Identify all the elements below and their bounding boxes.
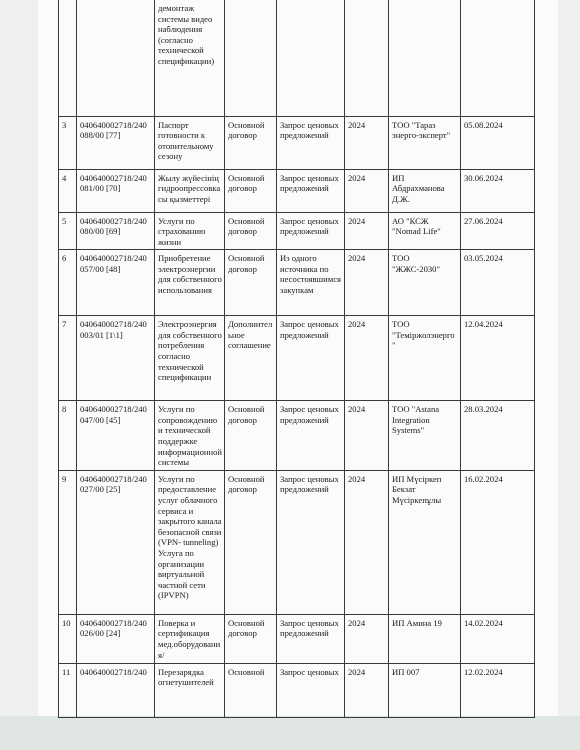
table-row [59, 169, 535, 212]
contract-date-cell: 28.03.2024 [461, 401, 535, 471]
contract-type-cell: Основной договор [225, 470, 277, 614]
table-row [59, 0, 535, 116]
row-number-cell: 11 [59, 663, 77, 717]
row-number-cell: 10 [59, 614, 77, 663]
scan-bottom-edge [0, 716, 580, 750]
contract-code-cell: 040640002718/240 081/00 [70] [77, 169, 155, 212]
procurement-method-cell: Запрос ценовых предложений [277, 116, 345, 169]
procurement-method-cell: Запрос ценовых предложений [277, 401, 345, 471]
supplier-cell: ТОО "Темiржолэнерго" [389, 316, 461, 401]
supplier-cell: ИП Амина 19 [389, 614, 461, 663]
supplier-cell [389, 0, 461, 116]
procurement-method-cell: Запрос ценовых предложений [277, 614, 345, 663]
row-number-cell: 5 [59, 212, 77, 250]
procurement-method-cell: Запрос ценовых [277, 663, 345, 717]
contract-type-cell: Основной договор [225, 169, 277, 212]
row-number-cell: 4 [59, 169, 77, 212]
table-row [59, 316, 535, 401]
item-name-cell: Перезарядка огнетушителей [155, 663, 225, 717]
row-number-cell [59, 0, 77, 116]
year-cell: 2024 [345, 401, 389, 471]
year-cell: 2024 [345, 663, 389, 717]
item-name-cell: Паспорт готовности к отопительному сезону [155, 116, 225, 169]
item-name-cell: Услуги по сопровождению и технической поддержке информационной системы [155, 401, 225, 471]
contract-type-cell: Основной [225, 663, 277, 717]
year-cell [345, 0, 389, 116]
year-cell: 2024 [345, 169, 389, 212]
contract-type-cell: Дополнительное соглашение [225, 316, 277, 401]
table-row [59, 470, 535, 614]
table-row [59, 663, 535, 717]
row-number-cell: 9 [59, 470, 77, 614]
contract-date-cell: 14.02.2024 [461, 614, 535, 663]
contract-type-cell [225, 0, 277, 116]
supplier-cell: ТОО "Astana Integration Systems" [389, 401, 461, 471]
year-cell: 2024 [345, 250, 389, 316]
contract-type-cell: Основной договор [225, 250, 277, 316]
row-number-cell: 6 [59, 250, 77, 316]
contract-date-cell: 16.02.2024 [461, 470, 535, 614]
contract-type-cell: Основной договор [225, 116, 277, 169]
table-body [59, 0, 535, 717]
procurement-method-cell: Запрос ценовых предложений [277, 316, 345, 401]
year-cell: 2024 [345, 212, 389, 250]
supplier-cell: ИП Абдрахманова Д.Ж. [389, 169, 461, 212]
contract-type-cell: Основной договор [225, 212, 277, 250]
supplier-cell: ТОО "Тараз энерго-эксперт" [389, 116, 461, 169]
table-row [59, 401, 535, 471]
year-cell: 2024 [345, 470, 389, 614]
contract-code-cell: 040640002718/240 057/00 [48] [77, 250, 155, 316]
contract-type-cell: Основной договор [225, 401, 277, 471]
contract-code-cell: 040640002718/240 080/00 [69] [77, 212, 155, 250]
item-name-cell: демонтаж системы видео наблюдения (согласно технической спецификации) [155, 0, 225, 116]
row-number-cell: 3 [59, 116, 77, 169]
supplier-cell: АО "КСЖ "Nomad Life" [389, 212, 461, 250]
procurement-method-cell [277, 0, 345, 116]
contract-date-cell [461, 0, 535, 116]
supplier-cell: ТОО "ЖЖС-2030" [389, 250, 461, 316]
procurement-method-cell: Из одного источника по несостоявшимся закупкам [277, 250, 345, 316]
contract-code-cell: 040640002718/240 027/00 [25] [77, 470, 155, 614]
contract-date-cell: 12.02.2024 [461, 663, 535, 717]
row-number-cell: 8 [59, 401, 77, 471]
table-row [59, 614, 535, 663]
contract-date-cell: 05.08.2024 [461, 116, 535, 169]
contract-code-cell [77, 0, 155, 116]
contract-code-cell: 040640002718/240 003/01 [1\1] [77, 316, 155, 401]
supplier-cell: ИП 007 [389, 663, 461, 717]
item-name-cell: Жылу жүйесінің гидроопрессовка сы қызметтері [155, 169, 225, 212]
year-cell: 2024 [345, 614, 389, 663]
procurement-table [58, 0, 535, 718]
year-cell: 2024 [345, 116, 389, 169]
item-name-cell: Услуги по страхованию жизни [155, 212, 225, 250]
table-row [59, 116, 535, 169]
procurement-method-cell: Запрос ценовых предложений [277, 212, 345, 250]
contract-date-cell: 27.06.2024 [461, 212, 535, 250]
contract-date-cell: 12.04.2024 [461, 316, 535, 401]
contract-code-cell: 040640002718/240 026/00 [24] [77, 614, 155, 663]
procurement-method-cell: Запрос ценовых предложений [277, 169, 345, 212]
contract-type-cell: Основной договор [225, 614, 277, 663]
supplier-cell: ИП Мүсiркеп Бекзат Мүсiркепұлы [389, 470, 461, 614]
item-name-cell: Приобретение электроэнергии для собственного использования [155, 250, 225, 316]
year-cell: 2024 [345, 316, 389, 401]
table-row [59, 250, 535, 316]
table-row [59, 212, 535, 250]
contract-code-cell: 040640002718/240 [77, 663, 155, 717]
contract-code-cell: 040640002718/240 047/00 [45] [77, 401, 155, 471]
row-number-cell: 7 [59, 316, 77, 401]
procurement-method-cell: Запрос ценовых предложений [277, 470, 345, 614]
item-name-cell: Электроэнергия для собственного потребления согласно технической спецификации [155, 316, 225, 401]
contract-date-cell: 03.05.2024 [461, 250, 535, 316]
item-name-cell: Поверка и сертификация мед.оборудования/ [155, 614, 225, 663]
contract-code-cell: 040640002718/240 088/00 [77] [77, 116, 155, 169]
contract-date-cell: 30.06.2024 [461, 169, 535, 212]
item-name-cell: Услуги по предоставление услуг облачного сервиса и закрытого канала безопасной связи (VPN- tunneling) Услуга по организации виртуальной частной сети (IPVPN) [155, 470, 225, 614]
